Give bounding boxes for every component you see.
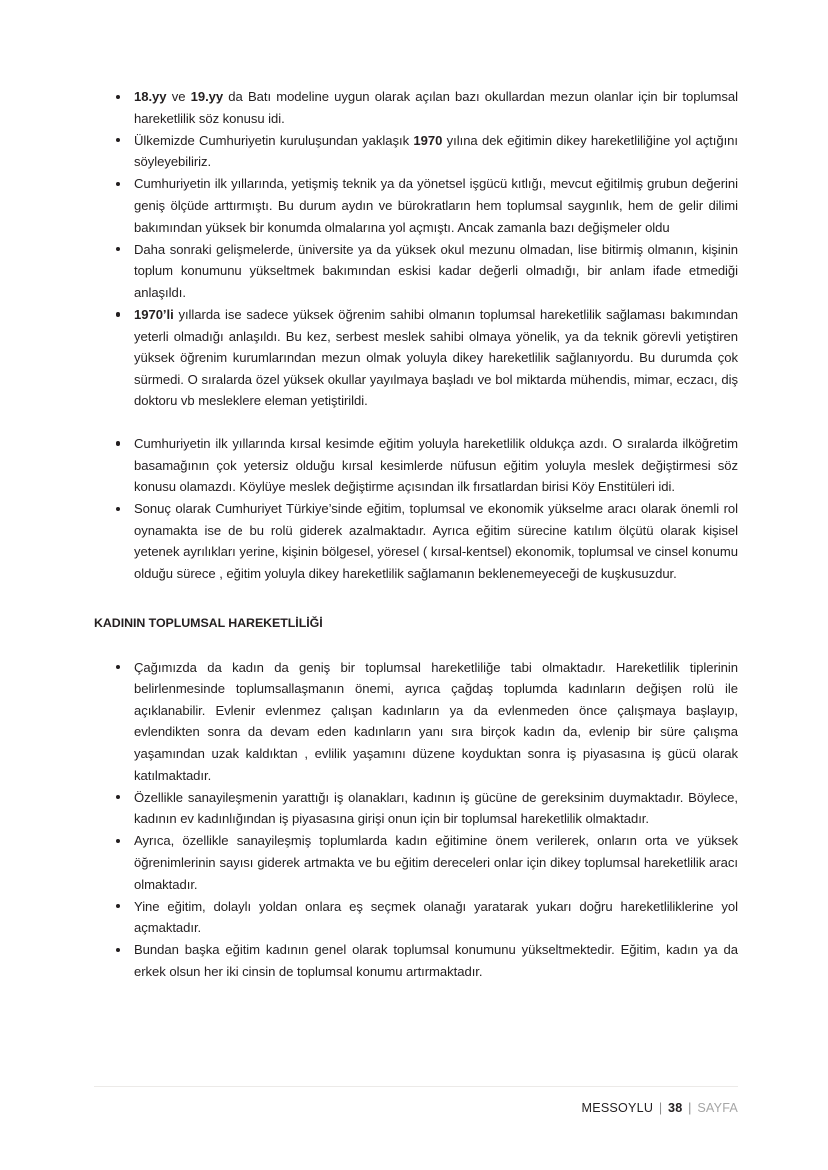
- body-text: ve: [166, 89, 191, 104]
- bullet-list-women: [94, 657, 738, 983]
- footer-brand: MESSOYLU: [581, 1101, 654, 1115]
- body-text: Bundan başka eğitim kadının genel olarak toplumsal konumunu yükseltmektedir. Eğitim, kadın ya da erkek olsun her iki cinsin de toplumsal konumu artırmaktadır.: [134, 942, 738, 979]
- footer-separator-1: |: [658, 1101, 663, 1115]
- list-item: [94, 830, 738, 895]
- page-content: [94, 86, 738, 983]
- list-item: [94, 173, 738, 238]
- footer-separator-2: |: [688, 1101, 692, 1115]
- body-text: Çağımızda da kadın da geniş bir toplumsal hareketliliğe tabi olmaktadır. Hareketlilik tiplerinin belirlenmesinde toplumsallaşmanın önemi, ayrıca çağdaş toplumda kadınların değişen rolü ile açıklanabilir. Evlenir evlenmez çalışan kadınların ya da evlenmeden önce çalışmaya başlayıp, evlendikten sonra da devam eden kadınların yanı sıra birçok kadın da, evlenip bir süre çalışma yaşamından uzak kaldıktan , evlilik yaşamını düzene koyduktan sonra iş piyasasına iş gücü olarak katılmaktadır.: [134, 659, 738, 783]
- list-item: [94, 130, 738, 173]
- emphasis-text: 18.yy: [134, 89, 167, 104]
- footer-page-label: SAYFA: [697, 1101, 738, 1115]
- body-text: da Batı modeline uygun olarak açılan bazı okullardan mezun olanlar için bir toplumsal hareketlilik söz konusu idi.: [134, 89, 738, 126]
- body-text: yıllarda ise sadece yüksek öğrenim sahibi olmanın toplumsal hareketlilik sağlaması bakımından yeterli olmadığı anlaşıldı. Bu kez, serbest meslek sahibi olmaya yönelik, ya da teknik görevli yetiştiren yüksek öğrenim kurumlarından mezun olmak yoluyla dikey hareketlilik sağlanıyordu. Bu durumda çok sürmedi. O sıralarda özel yüksek okullar yayılmaya başladı ve bol miktarda mühendis, mimar, eczacı, diş doktoru vb mesleklere eleman yetiştirildi.: [134, 306, 738, 409]
- body-text: Yine eğitim, dolaylı yoldan onlara eş seçmek olanağı yaratarak yukarı doğru hareketliliklerine yol açmaktadır.: [134, 898, 738, 936]
- body-text: Ayrıca, özellikle sanayileşmiş toplumlarda kadın eğitimine önem verilerek, onların orta ve yüksek öğrenimlerinin sayısı giderek artmakta ve bu eğitim dereceleri onlar için dikey toplumsal hareketlilik aracı olmaktadır.: [134, 833, 738, 892]
- bullet-list-education: [94, 86, 738, 585]
- body-text: Cumhuriyetin ilk yıllarında kırsal kesimde eğitim yoluyla hareketlilik oldukça azdı. O sıralarda ilköğretim basamağının çok yetersiz olduğu kırsal kesimlerde nüfusun eğitim yoluyla meslek değiştirmesi söz konusu olamazdı. Köylüye meslek değiştirme açısından ilk fırsatlardan birisi Köy Enstitüleri idi.: [134, 435, 738, 495]
- emphasis-text: 1970’li: [134, 306, 174, 322]
- list-item: [94, 86, 738, 129]
- list-item: [94, 433, 738, 498]
- list-item: [94, 239, 738, 304]
- emphasis-text: 1970: [413, 132, 443, 148]
- list-item: [94, 304, 738, 412]
- body-text: Daha sonraki gelişmelerde, üniversite ya da yüksek okul mezunu olmadan, lise bitirmiş olmanın, kişinin toplum konumunu yükseltmek bakımından eskisi kadar değerli olmadığı, bir anlam ifade etmediği anlaşıldı.: [134, 241, 738, 300]
- body-text: Ülkemizde Cumhuriyetin kuruluşundan yaklaşık: [134, 132, 414, 148]
- footer-text: [582, 1101, 738, 1115]
- body-text: Özellikle sanayileşmenin yarattığı iş olanakları, kadının iş gücüne de gereksinim duymaktadır. Böylece, kadının ev kadınlığından iş piyasasına girişi onun için bir toplumsal hareketlilik olmaktadır.: [134, 789, 738, 827]
- body-text: Sonuç olarak Cumhuriyet Türkiye’sinde eğitim, toplumsal ve ekonomik yükselme aracı olarak önemli rol oynamakta ise de bu rolü giderek azalmaktadır. Ayrıca eğitim sürecine katılım ölçütü olarak kişisel yetenek ayrılıkları yerine, kişinin bölgesel, yöresel ( kırsal-kentsel) ekonomik, toplumsal ve cinsel konumu olduğu sürece , eğitim yoluyla dikey hareketlilik sağlamanın beklenemeyeceği de kuşkusuzdur.: [134, 501, 738, 581]
- page-footer: [94, 1086, 738, 1132]
- body-text: Cumhuriyetin ilk yıllarında, yetişmiş teknik ya da yönetsel işgücü kıtlığı, mevcut eğitilmiş grubun değerini geniş ölçüde arttırmıştı. Bu durum aydın ve bürokratların hem toplumsal saygınlık, hem de gelir dilimi bakımından yüksek bir konumda olmalarına yol açmıştı. Ancak zamanla bazı değişmeler oldu: [134, 176, 738, 235]
- list-item: [94, 787, 738, 830]
- list-item: [94, 939, 738, 982]
- list-item: [94, 896, 738, 939]
- list-item: [94, 657, 738, 787]
- list-item: [94, 498, 738, 584]
- body-text: yılına dek eğitimin dikey hareketliliğine yol açtığını söyleyebiliriz.: [134, 132, 739, 170]
- emphasis-text: 19.yy: [190, 89, 224, 104]
- footer-divider: [94, 1086, 738, 1087]
- footer-page-number: 38: [668, 1101, 683, 1115]
- section-heading-block: [94, 613, 738, 633]
- page-section-heading: KADININ TOPLUMSAL HAREKETLİLİĞİ: [94, 615, 323, 630]
